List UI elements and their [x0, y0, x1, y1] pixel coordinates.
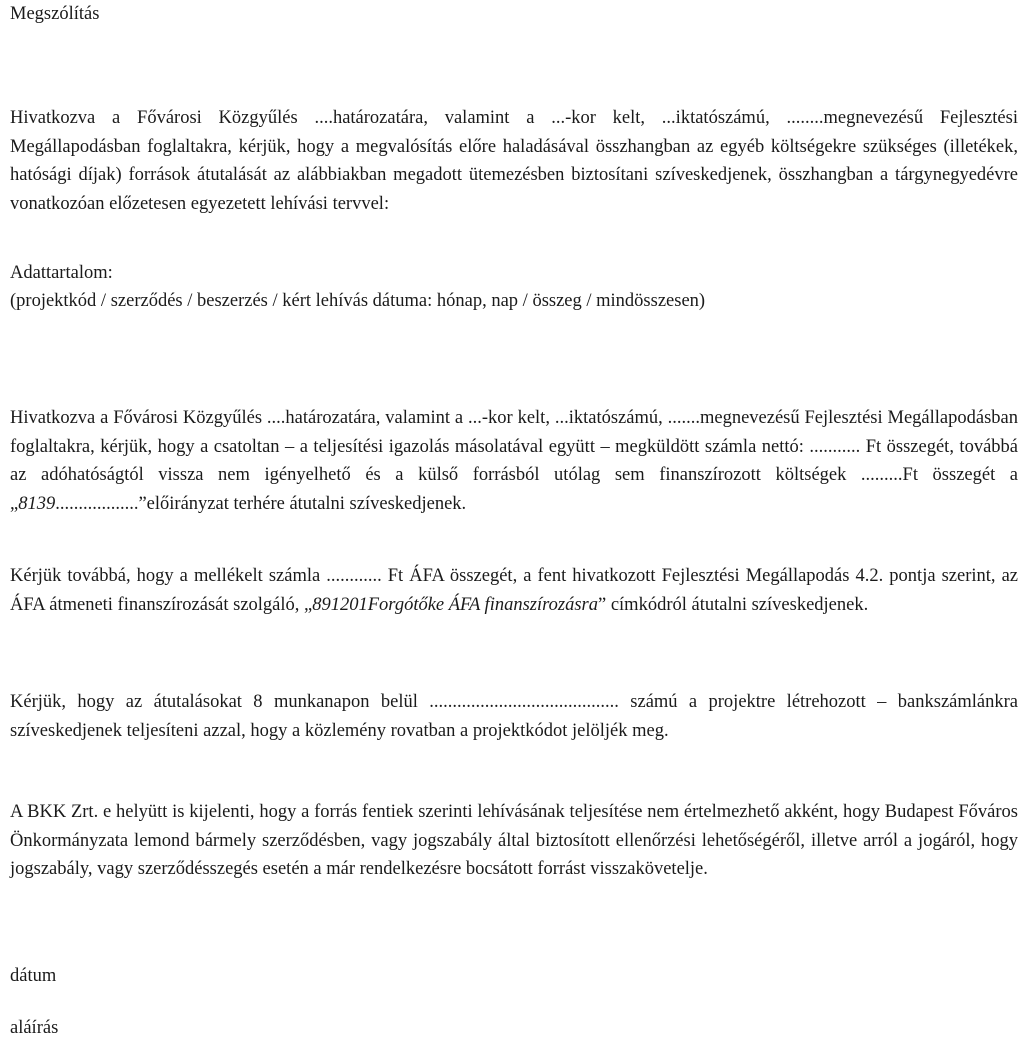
paragraph-vat-transfer-end: ” címkódról átutalni szíveskedjenek.: [598, 594, 869, 615]
appropriation-code: 8139: [18, 493, 56, 514]
paragraph-invoice-transfer: [10, 404, 1018, 518]
paragraph-vat-transfer: [10, 562, 1018, 619]
date-label: dátum: [10, 966, 57, 986]
paragraph-funding-request: Hivatkozva a Fővárosi Közgyűlés ....határozatára, valamint a ...-kor kelt, ...iktatószámú, ........megnevezésű Fejlesztési Megállapodásban foglaltakra, kérjük, hogy a megvalósítás előre haladásával összhangban az egyéb költségekre szükséges (illetékek, hatósági díjak) források átutalását az alábbiakban megadott ütemezésben biztosítani szíveskedjenek, összhangban a tárgynegyedévre vonatkozóan előzetesen egyezetett lehívási tervvel:: [10, 108, 1018, 214]
paragraph-bank-account: Kérjük, hogy az átutalásokat 8 munkanapon belül ......................................... számú a projektre létrehozott – bankszámlánkra szíveskedjenek teljesíteni azzal, hogy a közlemény rovatban a projektkódot jelöljék meg.: [10, 692, 1018, 741]
paragraph-invoice-transfer-text: Hivatkozva a Fővárosi Közgyűlés ....határozatára, valamint a ...-kor kelt, ...iktatószámú, .......megnevezésű Fejlesztési Megállapodásban foglaltakra, kérjük, hogy a csatoltan – a teljesítési igazolás másolatával együtt – megküldött számla nettó: ........... Ft összegét, továbbá az adóhatóságtól vissza nem igényelhető és a külső forrásból utólag sem finanszírozott költségek .........Ft összegét a „: [10, 408, 1018, 514]
vat-code-label: 891201Forgótőke ÁFA finanszírozásra: [312, 594, 598, 615]
signature-label: aláírás: [10, 1018, 59, 1038]
data-content-label: Adattartalom:: [10, 263, 113, 283]
data-content-description: (projektkód / szerződés / beszerzés / kért lehívás dátuma: hónap, nap / összeg / mindösszesen): [10, 291, 706, 311]
paragraph-invoice-transfer-end: ..................”előirányzat terhére átutalni szíveskedjenek.: [55, 493, 467, 514]
paragraph-declaration: A BKK Zrt. e helyütt is kijelenti, hogy a forrás fentiek szerinti lehívásának teljesítése nem értelmezhető akként, hogy Budapest Főváros Önkormányzata lemond bármely szerződésben, vagy jogszabály által biztosított ellenőrzési lehetőségéről, illetve arról a jogáról, hogy jogszabály, vagy szerződésszegés esetén a már rendelkezésre bocsátott forrást visszakövetelje.: [10, 802, 1018, 879]
paragraph-vat-transfer-text: Kérjük továbbá, hogy a mellékelt számla ............ Ft ÁFA összegét, a fent hivatkozott Fejlesztési Megállapodás 4.2. pontja szerint, az ÁFA átmeneti finanszírozását szolgáló, „: [10, 566, 1018, 615]
salutation: Megszólítás: [10, 4, 100, 24]
